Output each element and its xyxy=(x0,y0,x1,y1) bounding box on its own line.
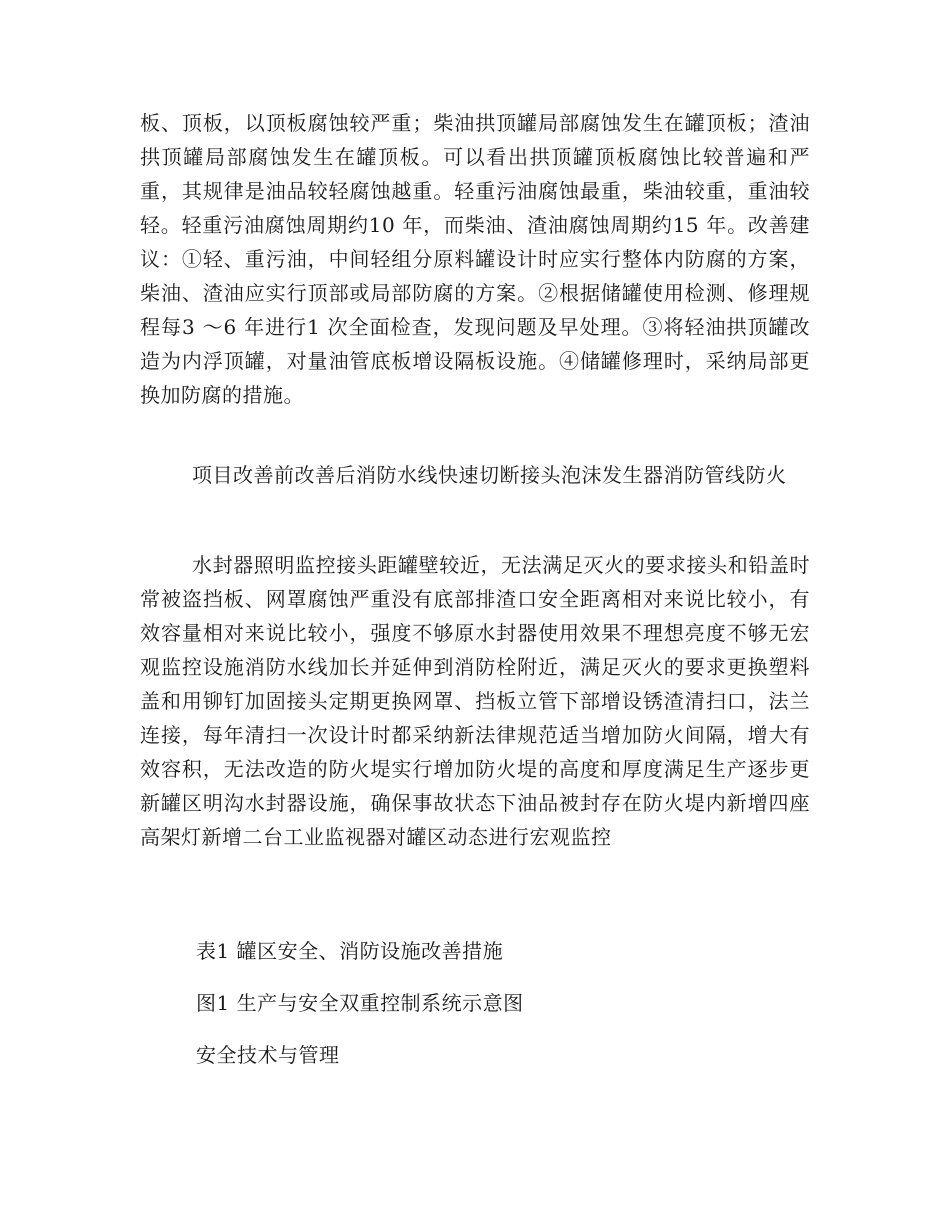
paragraph-project-items: 项目改善前改善后消防水线快速切断接头泡沫发生器消防管线防火 xyxy=(192,463,787,487)
figure-caption: 图1 生产与安全双重控制系统示意图 xyxy=(196,991,524,1015)
table-caption: 表1 罐区安全、消防设施改善措施 xyxy=(196,939,504,963)
paragraph-corrosion-analysis: 板、顶板，以顶板腐蚀较严重；柴油拱顶罐局部腐蚀发生在罐顶板；渣油拱顶罐局部腐蚀发生在罐顶板。可以看出拱顶罐顶板腐蚀比较普遍和严重，其规律是油品较轻腐蚀越重。轻重污油腐蚀最重，柴油较重，重油较轻。轻重污油腐蚀周期约10 年，而柴油、渣油腐蚀周期约15 年。改善建议：①轻、重污油，中间轻组分原料罐设计时应实行整体内防腐的方案，柴油、渣油应实行顶部或局部防腐的方案。②根据储罐使用检测、修理规程每3 ～6 年进行1 次全面检查，发现问题及早处理。③将轻油拱顶罐改造为内浮顶罐，对量油管底板增设隔板设施。④储罐修理时，采纳局部更换加防腐的措施。 xyxy=(140,111,810,407)
section-label: 安全技术与管理 xyxy=(196,1043,340,1067)
paragraph-improvement-details: 水封器照明监控接头距罐壁较近，无法满足灭火的要求接头和铅盖时常被盗挡板、网罩腐蚀严重没有底部排渣口安全距离相对来说比较小，有效容量相对来说比较小，强度不够原水封器使用效果不理想亮度不够无宏观监控设施消防水线加长并延伸到消防栓附近，满足灭火的要求更换塑料盖和用铆钉加固接头定期更换网罩、挡板立管下部增设锈渣清扫口，法兰连接，每年清扫一次设计时都采纳新法律规范适当增加防火间隔，增大有效容积，无法改造的防火堤实行增加防火堤的高度和厚度满足生产逐步更新罐区明沟水封器设施，确保事故状态下油品被封存在防火堤内新增四座高架灯新增二台工业监视器对罐区动态进行宏观监控 xyxy=(140,553,810,849)
